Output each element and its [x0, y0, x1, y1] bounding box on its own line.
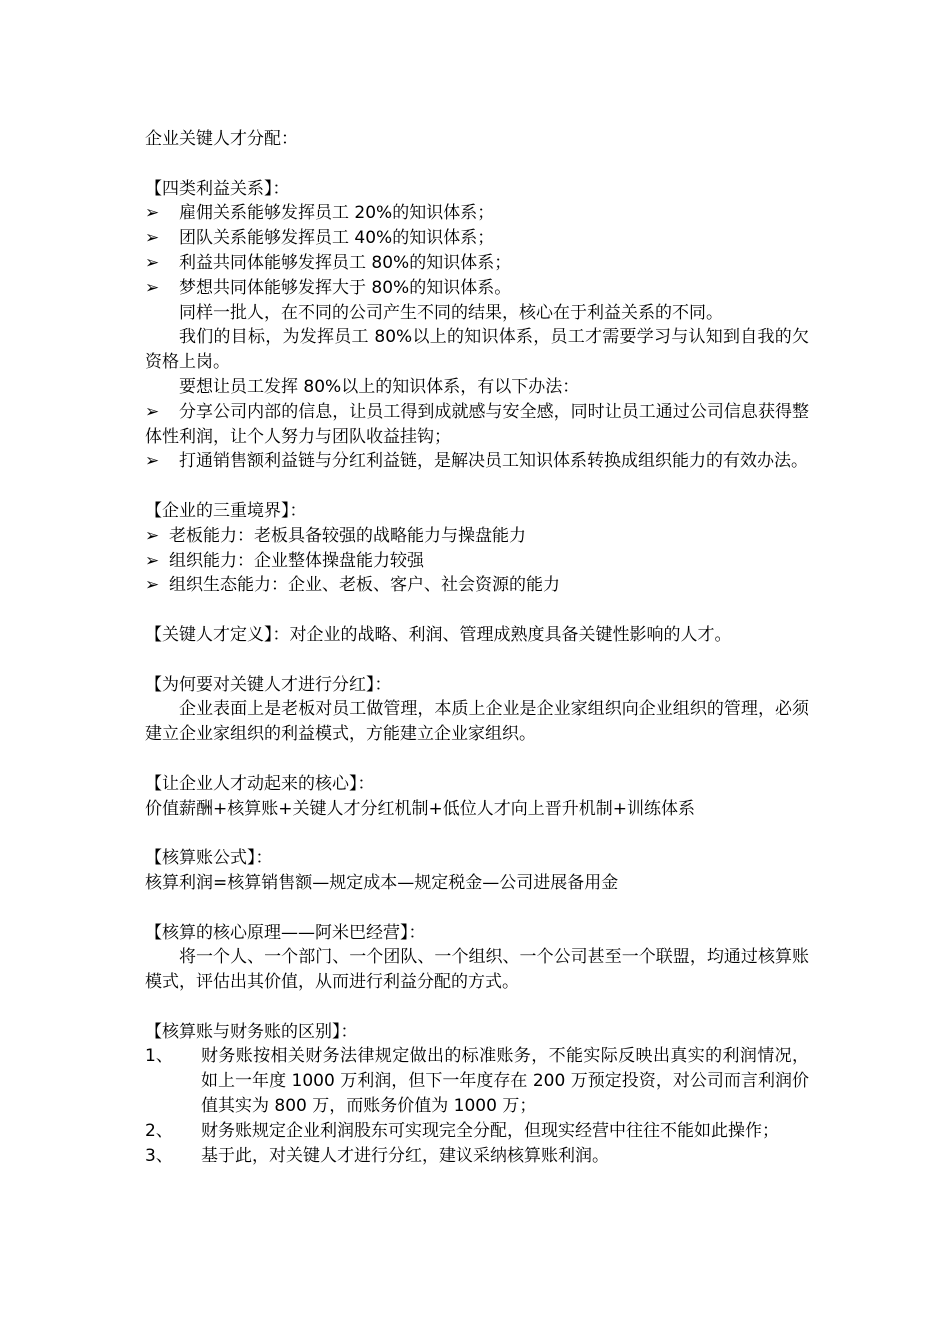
bullet-arrow-icon: ➢ [145, 451, 160, 472]
section-heading-realms: 【企业的三重境界】： [145, 500, 307, 521]
section-heading-difference: 【核算账与财务账的区别】： [145, 1021, 358, 1042]
bullet-arrow-icon: ➢ [145, 252, 160, 273]
numbered-item-text: 财务账规定企业利润股东可实现完全分配，但现实经营中往往不能如此操作； [201, 1120, 779, 1141]
bullet-arrow-icon: ➢ [145, 228, 160, 249]
section-heading-relations: 【四类利益关系】： [145, 178, 290, 199]
list-item [145, 226, 809, 251]
list-item [145, 276, 809, 301]
list-item [145, 524, 809, 549]
numbered-item [145, 1119, 809, 1144]
list-item-text: 利益共同体能够发挥员工 80%的知识体系； [179, 252, 512, 273]
numbered-item-text: 基于此，对关键人才进行分红，建议采纳核算账利润。 [201, 1145, 609, 1166]
paragraph: 要想让员工发挥 80%以上的知识体系，有以下办法： [179, 376, 580, 397]
list-item-text: 组织生态能力：企业、老板、客户、社会资源的能力 [169, 575, 560, 596]
numbered-item [145, 1144, 809, 1169]
spacer [145, 747, 809, 772]
bullet-arrow-icon: ➢ [145, 525, 160, 546]
paragraph: 同样一批人，在不同的公司产生不同的结果，核心在于利益关系的不同。 [179, 302, 723, 323]
list-item-text: 组织能力：企业整体操盘能力较强 [169, 550, 424, 571]
item-number: 3、 [145, 1145, 173, 1166]
paragraph: 我们的目标，为发挥员工 80%以上的知识体系，员工才需要学习与认知到自我的欠资格上岗。 [145, 327, 809, 373]
spacer [145, 648, 809, 673]
list-item [145, 251, 809, 276]
bullet-arrow-icon: ➢ [145, 203, 160, 224]
item-number: 2、 [145, 1120, 173, 1141]
list-item-text: 打通销售额利益链与分红利益链，是解决员工知识体系转换成组织能力的有效办法。 [179, 451, 808, 472]
spacer [145, 995, 809, 1020]
section-heading-why-dividend: 【为何要对关键人才进行分红】： [145, 674, 392, 695]
formula-text: 核算利润=核算销售额—规定成本—规定税金—公司进展备用金 [145, 872, 619, 893]
list-item [145, 449, 809, 474]
list-item [145, 400, 809, 450]
spacer [145, 474, 809, 499]
spacer [145, 598, 809, 623]
list-item [145, 549, 809, 574]
section-heading-definition: 【关键人才定义】：对企业的战略、利润、管理成熟度具备关键性影响的人才。 [145, 624, 732, 645]
list-item [145, 201, 809, 226]
paragraph: 企业表面上是老板对员工做管理，本质上企业是企业家组织向企业组织的管理，必须建立企业家组织的利益模式，方能建立企业家组织。 [145, 699, 809, 745]
bullet-arrow-icon: ➢ [145, 550, 160, 571]
bullet-arrow-icon: ➢ [145, 277, 160, 298]
numbered-item [145, 1044, 809, 1118]
section-heading-core: 【让企业人才动起来的核心】： [145, 773, 375, 794]
item-number: 1、 [145, 1046, 173, 1067]
list-item-text: 梦想共同体能够发挥大于 80%的知识体系。 [179, 277, 512, 298]
list-item-text: 老板能力：老板具备较强的战略能力与操盘能力 [169, 525, 526, 546]
doc-title: 企业关键人才分配： [145, 129, 298, 149]
bullet-arrow-icon: ➢ [145, 401, 160, 422]
paragraph: 将一个人、一个部门、一个团队、一个组织、一个公司甚至一个联盟，均通过核算账模式，评估出其价值，从而进行利益分配的方式。 [145, 947, 809, 993]
spacer [145, 821, 809, 846]
list-item-text: 分享公司内部的信息，让员工得到成就感与安全感，同时让员工通过公司信息获得整体性利润，让个人努力与团队收益挂钩； [145, 401, 809, 447]
spacer [145, 896, 809, 921]
numbered-item-text: 财务账按相关财务法律规定做出的标准账务，不能实际反映出真实的利润情况，如上一年度 1000 万利润，但下一年度存在 200 万预定投资，对公司而言利润价值其实为 800 万，而账务价值为 1000 万； [201, 1046, 809, 1117]
bullet-arrow-icon: ➢ [145, 575, 160, 596]
section-heading-amoeba: 【核算的核心原理——阿米巴经营】： [145, 922, 426, 943]
list-item-text: 团队关系能够发挥员工 40%的知识体系； [179, 228, 495, 249]
list-item-text: 雇佣关系能够发挥员工 20%的知识体系； [179, 203, 495, 224]
section-heading-formula: 【核算账公式】： [145, 848, 273, 869]
paragraph: 价值薪酬+核算账+关键人才分红机制+低位人才向上晋升机制+训练体系 [145, 798, 695, 819]
document-body [145, 127, 809, 1168]
list-item [145, 573, 809, 598]
spacer [145, 152, 809, 177]
